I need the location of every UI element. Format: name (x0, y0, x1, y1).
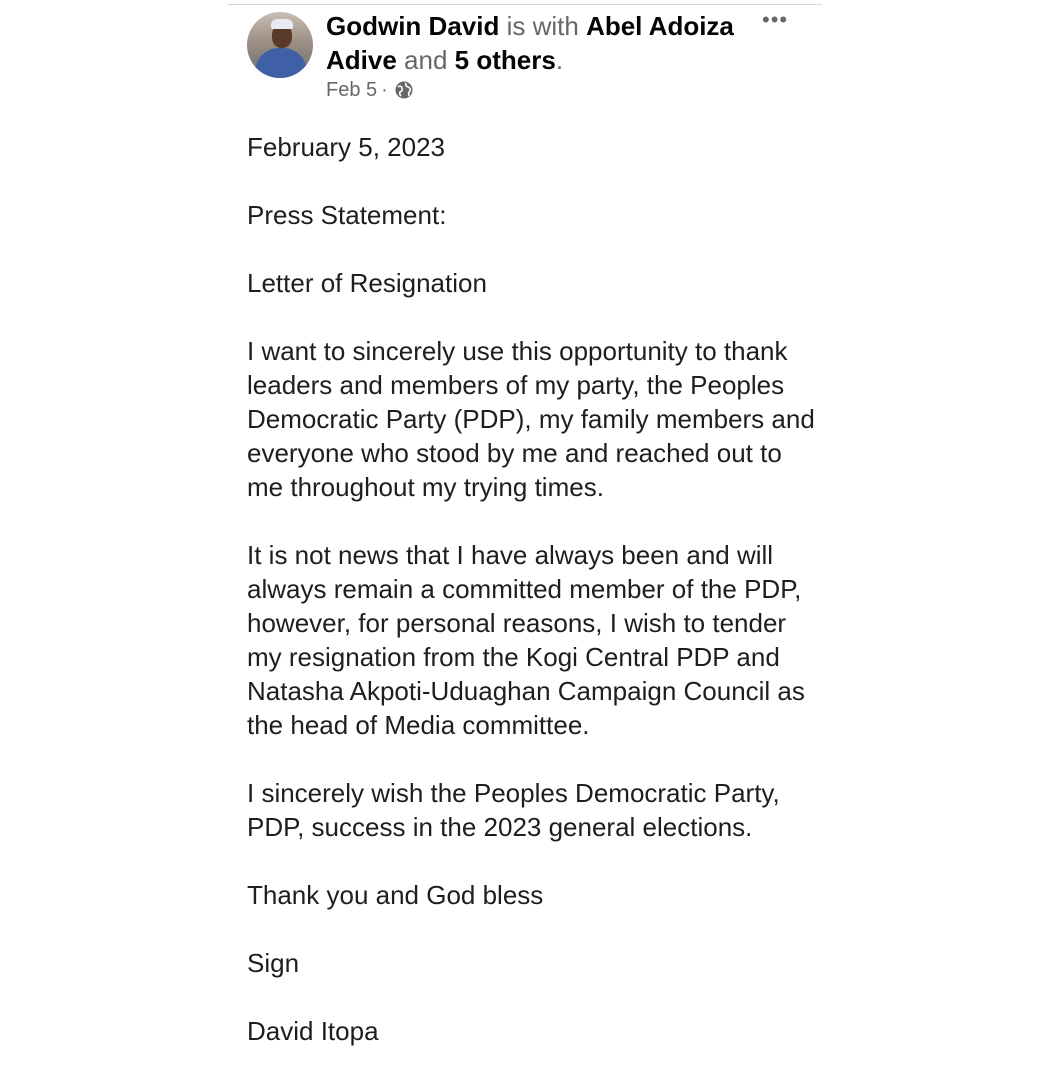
letter-subject: Letter of Resignation (247, 268, 487, 298)
signatory-name: David Itopa (247, 1016, 379, 1046)
top-divider (228, 4, 822, 5)
post-meta (326, 78, 414, 102)
sign-label: Sign (247, 948, 300, 978)
period: . (555, 45, 564, 75)
meta-separator: · (381, 79, 388, 101)
avatar-torso (255, 48, 307, 78)
paragraph-wishes: I sincerely wish the Peoples Democratic Party, PDP, success in the 2023 general elections. (247, 778, 780, 842)
paragraph-thanks: I want to sincerely use this opportunity to thank leaders and members of my party, the Peoples Democratic Party (PDP), my family members and everyone who stood by me and reached out to me throughout my trying times. (247, 336, 815, 502)
paragraph-resignation: It is not news that I have always been and will always remain a committed member of the PDP, however, for personal reasons, I wish to tender my resignation from the Kogi Central PDP and Natasha Akpoti-Uduaghan Campaign Council as the head of Media committee. (247, 540, 805, 740)
post-content (247, 130, 822, 1082)
and-label: and (404, 45, 448, 75)
avatar[interactable] (247, 12, 313, 78)
letter-date: February 5, 2023 (247, 132, 446, 162)
others-link[interactable]: 5 others (454, 45, 556, 75)
tagged-user[interactable]: Abel Adoiza Adive (326, 11, 734, 75)
closing-line: Thank you and God bless (247, 880, 544, 910)
with-label: is with (506, 11, 579, 41)
more-options-icon[interactable]: ••• (762, 7, 789, 32)
press-statement-label: Press Statement: (247, 200, 447, 230)
author-name[interactable]: Godwin David (326, 11, 500, 41)
globe-icon[interactable] (394, 80, 414, 100)
post-header (326, 9, 746, 77)
avatar-cap (271, 19, 293, 29)
post-date[interactable]: Feb 5 (326, 79, 378, 101)
